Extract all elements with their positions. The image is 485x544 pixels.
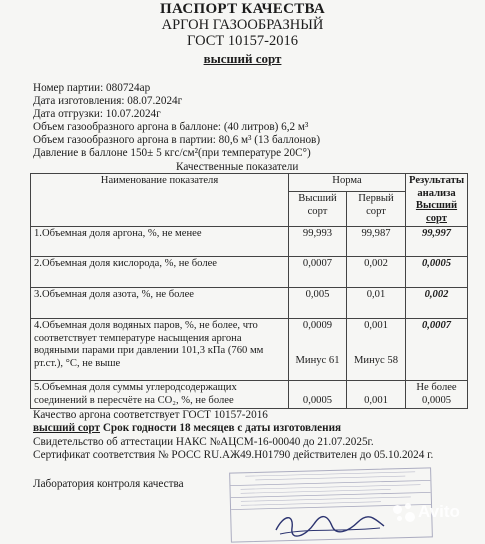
conformity-statement: Качество аргона соответствует ГОСТ 10157-2016: [33, 409, 268, 421]
row-top: 99,993: [289, 227, 347, 257]
batch-number: Номер партии: 080724ар: [33, 82, 151, 94]
shelf-life-line: [33, 422, 341, 435]
row-name: 5.Объемная доля суммы углеродсодержащих соединений в пересчёте на CO₂, %, не более: [31, 381, 289, 409]
avito-watermark-text: Avito: [418, 502, 460, 521]
table-row: [31, 257, 468, 288]
row-top-dewpoint: Минус 61: [295, 354, 340, 366]
header-first-grade: Первый сорт: [347, 192, 406, 227]
batch-volume: Объем газообразного аргона в партии: 80,6 м³ (13 баллонов): [33, 134, 321, 146]
shipment-date: Дата отгрузки: 10.07.2024г: [33, 108, 161, 120]
attestation: Свидетельство об аттестации НАКС №АЦСМ-16-00040 до 21.07.2025г.: [33, 436, 374, 448]
row-top-cell: [289, 319, 347, 381]
row-name: 1.Объемная доля аргона, %, не менее: [31, 227, 289, 257]
row-first: 0,001: [364, 320, 388, 331]
grade-heading: [0, 51, 485, 67]
table-caption: Качественные показатели: [176, 161, 299, 173]
row-result: 0,0005: [421, 394, 452, 406]
avito-logo-icon: [393, 503, 417, 523]
header-result-grade: Высший сорт: [415, 200, 458, 224]
certificate: Сертификат соответствия № РОСС RU.АЖ49.Н01790 действителен до 05.10.2024 г.: [33, 449, 434, 461]
header-norm: Норма: [289, 174, 406, 192]
row-first-dewpoint: Минус 58: [354, 354, 398, 366]
manufacture-date: Дата изготовления: 08.07.2024г: [33, 95, 183, 107]
cylinder-pressure: Давление в баллоне 150± 5 кгс/см²(при температуре 20С°): [33, 147, 311, 159]
row-result: 0,0007: [406, 319, 468, 381]
row-first: 0,001: [347, 381, 406, 409]
row-first: 0,01: [347, 288, 406, 319]
shelf-life: Срок годности 18 месяцев с даты изготовления: [100, 422, 342, 434]
row-result-note: Не более: [416, 382, 457, 393]
row-top: 0,0007: [289, 257, 347, 288]
row-first-cell: [347, 319, 406, 381]
row-result: 0,0005: [406, 257, 468, 288]
header-top-grade: Высший сорт: [289, 192, 347, 227]
table-row: [31, 288, 468, 319]
table-row: [31, 381, 468, 409]
footer-grade: высший сорт: [33, 422, 101, 434]
gost-number: ГОСТ 10157-2016: [187, 33, 298, 49]
passport-title: ПАСПОРТ КАЧЕСТВА: [160, 1, 325, 17]
product-name: АРГОН ГАЗООБРАЗНЫЙ: [161, 17, 324, 33]
grade-label: высший сорт: [203, 51, 282, 66]
row-result: 0,002: [406, 288, 468, 319]
header-result: [406, 174, 468, 227]
signature: [270, 510, 390, 540]
row-top: 0,0009: [302, 320, 333, 331]
table-row: [31, 319, 468, 381]
cylinder-volume: Объем газообразного аргона в баллоне: (40 литров) 6,2 м³: [33, 121, 309, 133]
avito-watermark: [393, 502, 460, 523]
row-top: 0,005: [289, 288, 347, 319]
row-name: 4.Объемная доля водяных паров, %, не более, что соответствует температуре насыщения аргона водяными парами при давлении 101,3 кПа (760 мм рт.ст.), °С, не выше: [31, 319, 289, 381]
row-name: 3.Объемная доля азота, %, не более: [31, 288, 289, 319]
quality-table: [30, 173, 468, 409]
header-result-label: Результаты анализа: [409, 175, 465, 199]
table-row: [31, 227, 468, 257]
lab-label: Лаборатория контроля качества: [33, 478, 184, 490]
row-result-cell: [406, 381, 468, 409]
row-first: 0,002: [347, 257, 406, 288]
row-result: 99,997: [406, 227, 468, 257]
row-name: 2.Объемная доля кислорода, %, не более: [31, 257, 289, 288]
row-first: 99,987: [347, 227, 406, 257]
header-indicator-name: Наименование показателя: [31, 174, 289, 227]
row-top: 0,0005: [289, 381, 347, 409]
